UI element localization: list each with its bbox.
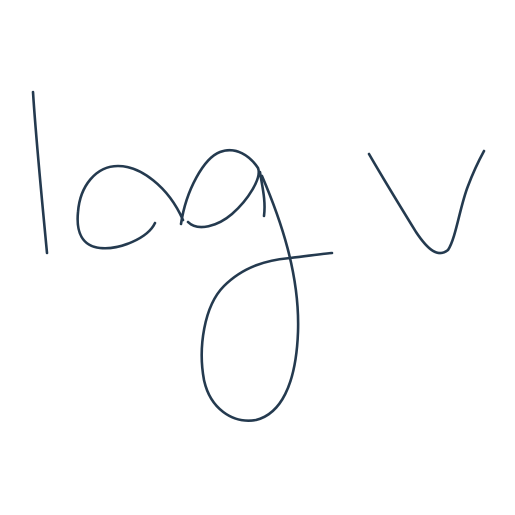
stroke-letter-o bbox=[78, 166, 183, 248]
stroke-letter-g bbox=[202, 176, 332, 421]
stroke-letter-v bbox=[369, 151, 484, 253]
stroke-letter-l bbox=[33, 92, 47, 253]
stroke-letter-a bbox=[181, 150, 265, 227]
